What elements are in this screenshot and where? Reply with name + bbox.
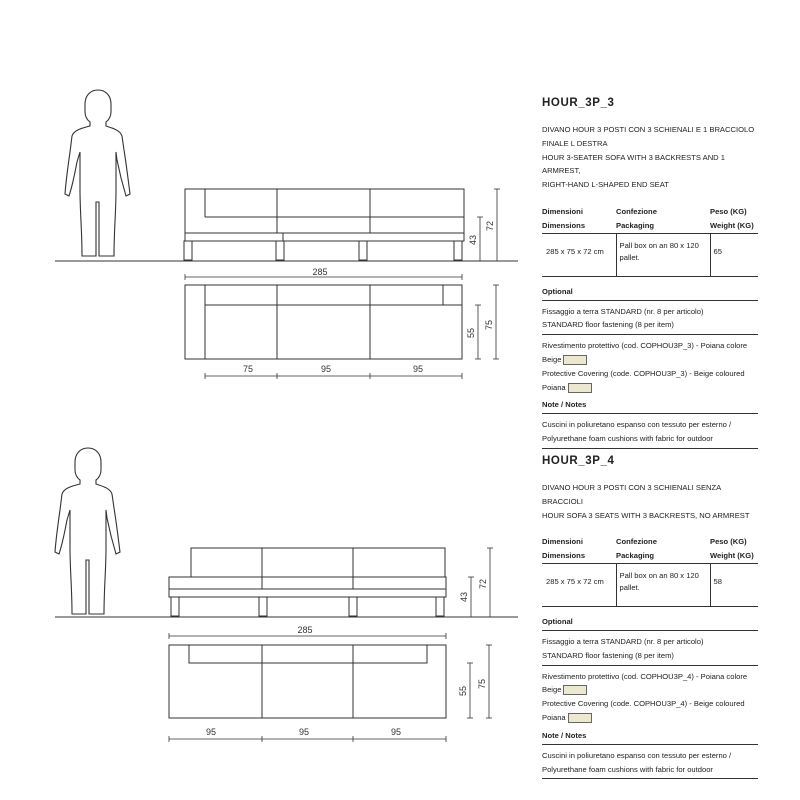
hour-3p-3-drawing <box>55 90 518 379</box>
table-row <box>542 233 758 276</box>
description-line: HOUR 3-SEATER SOFA WITH 3 BACKRESTS AND 1 ARMREST, <box>542 152 725 176</box>
human-silhouette-icon <box>55 448 120 614</box>
header-packaging-it: Confezione <box>616 206 657 216</box>
cell-weight: 58 <box>710 563 758 606</box>
beige-swatch-icon <box>563 355 587 365</box>
dim-seat-height: 43 <box>468 234 478 246</box>
dim-seat-height: 43 <box>459 591 469 603</box>
dim-seat-depth: 55 <box>466 327 476 339</box>
header-packaging-en: Packaging <box>616 551 654 561</box>
spec-table <box>542 535 758 607</box>
product-spec-hour-3p-3 <box>542 97 758 449</box>
table-row <box>542 563 758 606</box>
header-dimensions-it: Dimensioni <box>542 206 583 216</box>
product-code: HOUR_3P_4 <box>542 455 615 467</box>
header-dimensions-it: Dimensioni <box>542 537 583 547</box>
product-description <box>542 123 758 192</box>
dim-module-3: 95 <box>390 727 402 737</box>
optional-fastening <box>542 631 758 666</box>
description-line: FINALE L DESTRA <box>542 138 608 148</box>
covering-en-color: Poiana <box>542 382 566 392</box>
dim-total-depth: 75 <box>477 678 487 690</box>
covering-it: Rivestimento protettivo (cod. COPHOU3P_3) - Poiana colore <box>542 341 748 351</box>
hour-3p-4-drawing <box>55 448 518 742</box>
product-spec-hour-3p-4 <box>542 455 758 779</box>
fastening-it: Fissaggio a terra STANDARD (nr. 8 per articolo) <box>542 636 704 646</box>
header-weight-it: Peso (KG) <box>710 537 747 547</box>
dim-module-1: 95 <box>205 727 217 737</box>
header-weight-en: Weight (KG) <box>710 220 754 230</box>
product-code: HOUR_3P_3 <box>542 97 615 109</box>
optional-covering <box>542 666 758 727</box>
sofa-elevation <box>184 189 464 260</box>
dim-module-2: 95 <box>298 727 310 737</box>
optional-covering <box>542 335 758 396</box>
notes <box>542 745 758 780</box>
dim-module-3: 95 <box>412 364 424 374</box>
dim-width: 285 <box>312 267 328 277</box>
dim-width: 285 <box>297 625 313 635</box>
covering-en: Protective Covering (code. COPHOU3P_3) - Beige coloured <box>542 368 745 378</box>
dim-module-1: 75 <box>242 364 254 374</box>
cell-packaging: Pall box on an 80 x 120 pallet. <box>616 233 710 276</box>
note-en: Polyurethane foam cushions with fabric for outdoor <box>542 764 713 774</box>
dim-total-height: 72 <box>485 220 495 232</box>
header-dimensions-en: Dimensions <box>542 220 586 230</box>
notes-label: Note / Notes <box>542 731 758 745</box>
header-packaging-it: Confezione <box>616 537 657 547</box>
sofa-elevation <box>169 548 446 616</box>
notes <box>542 414 758 449</box>
optional-label: Optional <box>542 287 758 301</box>
dim-total-height: 72 <box>478 578 488 590</box>
header-dimensions-en: Dimensions <box>542 551 586 561</box>
spec-table <box>542 205 758 277</box>
human-silhouette-icon <box>65 90 130 256</box>
covering-en: Protective Covering (code. COPHOU3P_4) - Beige coloured <box>542 699 745 709</box>
description-line: RIGHT-HAND L-SHAPED END SEAT <box>542 180 669 190</box>
beige-swatch-icon <box>568 383 592 393</box>
cell-packaging: Pall box on an 80 x 120 pallet. <box>616 563 710 606</box>
sofa-plan <box>169 645 446 718</box>
cell-dimensions: 285 x 75 x 72 cm <box>546 576 604 586</box>
product-description <box>542 481 758 522</box>
description-line: DIVANO HOUR 3 POSTI CON 3 SCHIENALI SENZA BRACCIOLI <box>542 483 721 506</box>
dim-module-2: 95 <box>320 364 332 374</box>
header-weight-en: Weight (KG) <box>710 551 754 561</box>
covering-it-color: Beige <box>542 685 562 695</box>
note-en: Polyurethane foam cushions with fabric for outdoor <box>542 434 713 444</box>
beige-swatch-icon <box>563 685 587 695</box>
fastening-en: STANDARD floor fastening (8 per item) <box>542 650 674 660</box>
dim-seat-depth: 55 <box>458 685 468 697</box>
description-line: HOUR SOFA 3 SEATS WITH 3 BACKRESTS, NO ARMREST <box>542 510 750 520</box>
description-line: DIVANO HOUR 3 POSTI CON 3 SCHIENALI E 1 BRACCIOLO <box>542 125 755 134</box>
dim-total-depth: 75 <box>484 319 494 331</box>
covering-it: Rivestimento protettivo (cod. COPHOU3P_4) - Poiana colore <box>542 671 748 681</box>
note-it: Cuscini in poliuretano espanso con tessuto per esterno / <box>542 420 732 430</box>
cell-dimensions: 285 x 75 x 72 cm <box>546 246 604 256</box>
header-packaging-en: Packaging <box>616 220 654 230</box>
cell-weight: 65 <box>710 233 758 276</box>
header-weight-it: Peso (KG) <box>710 206 747 216</box>
covering-it-color: Beige <box>542 354 562 364</box>
notes-label: Note / Notes <box>542 400 758 414</box>
fastening-it: Fissaggio a terra STANDARD (nr. 8 per articolo) <box>542 306 704 316</box>
covering-en-color: Poiana <box>542 712 566 722</box>
sofa-plan <box>185 285 462 359</box>
note-it: Cuscini in poliuretano espanso con tessuto per esterno / <box>542 750 732 760</box>
beige-swatch-icon <box>568 713 592 723</box>
optional-label: Optional <box>542 617 758 631</box>
fastening-en: STANDARD floor fastening (8 per item) <box>542 320 674 330</box>
optional-fastening <box>542 301 758 336</box>
